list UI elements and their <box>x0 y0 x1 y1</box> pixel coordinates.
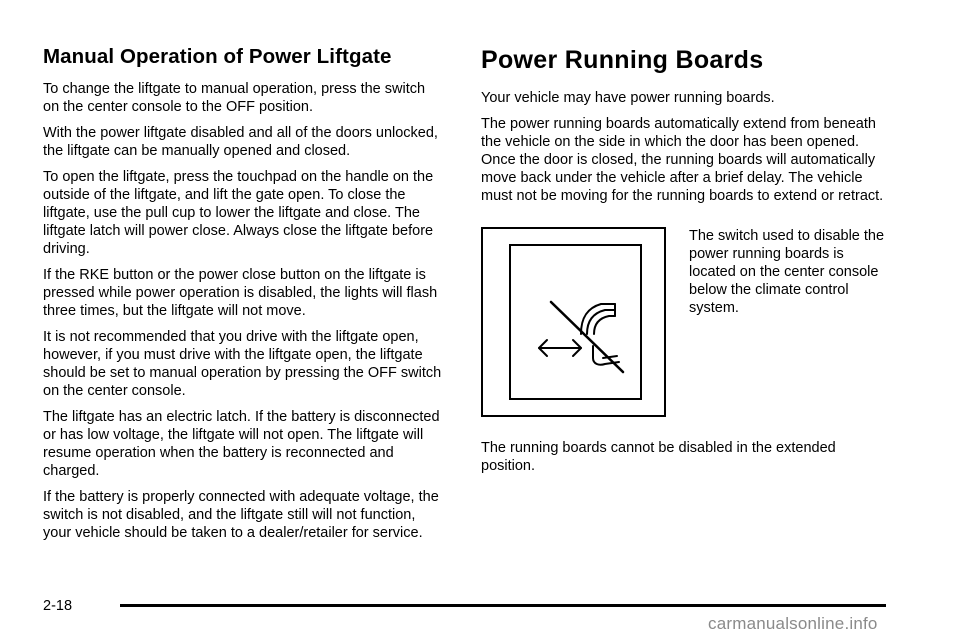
section-heading-running-boards: Power Running Boards <box>481 46 764 74</box>
paragraph: Your vehicle may have power running boards. <box>481 90 775 106</box>
paragraph: If the battery is properly connected with adequate voltage, the switch is not disabled, and the liftgate still will not function, your vehicle should be taken to a dealer/retailer for service. <box>43 489 439 541</box>
switch-figure <box>481 227 666 417</box>
figure-caption <box>689 227 886 417</box>
right-column <box>481 0 886 475</box>
left-column <box>43 0 443 542</box>
page-number: 2-18 <box>43 598 73 614</box>
paragraph: The power running boards automatically extend from beneath the vehicle on the side in which the door has been opened. Once the door is closed, the running boards will automatically move back under the vehicle after a brief delay. The vehicle must not be moving for the running boards to extend or retract. <box>481 116 884 204</box>
caption-text: The switch used to disable the power running boards is located on the center console below the climate control system. <box>689 228 885 316</box>
paragraph: If the RKE button or the power close button on the liftgate is pressed while power operation is disabled, the lights will flash three times, but the liftgate will not move. <box>43 267 438 319</box>
footer-divider <box>120 604 886 607</box>
paragraph: With the power liftgate disabled and all of the doors unlocked, the liftgate can be manually opened and closed. <box>43 125 438 159</box>
watermark: carmanualsonline.info <box>708 614 878 633</box>
paragraph: To change the liftgate to manual operation, press the switch on the center console to the OFF position. <box>43 81 426 115</box>
section-heading-liftgate: Manual Operation of Power Liftgate <box>43 45 392 68</box>
paragraph: To open the liftgate, press the touchpad on the handle on the outside of the liftgate, and lift the gate open. To close the liftgate, use the pull cup to lower the liftgate and close. The liftgate latch will power close. Always close the liftgate before driving. <box>43 169 434 257</box>
figure-row <box>481 227 886 417</box>
switch-panel <box>509 244 642 400</box>
paragraph: The liftgate has an electric latch. If the battery is disconnected or has low voltage, the liftgate will not open. The liftgate will resume operation when the battery is reconnected and charged. <box>43 409 440 479</box>
paragraph: The running boards cannot be disabled in the extended position. <box>481 440 836 474</box>
paragraph: It is not recommended that you drive with the liftgate open, however, if you must drive with the liftgate open, the liftgate should be set to manual operation by pressing the OFF switch on the center console. <box>43 329 442 399</box>
running-board-disable-switch-icon <box>511 246 640 398</box>
